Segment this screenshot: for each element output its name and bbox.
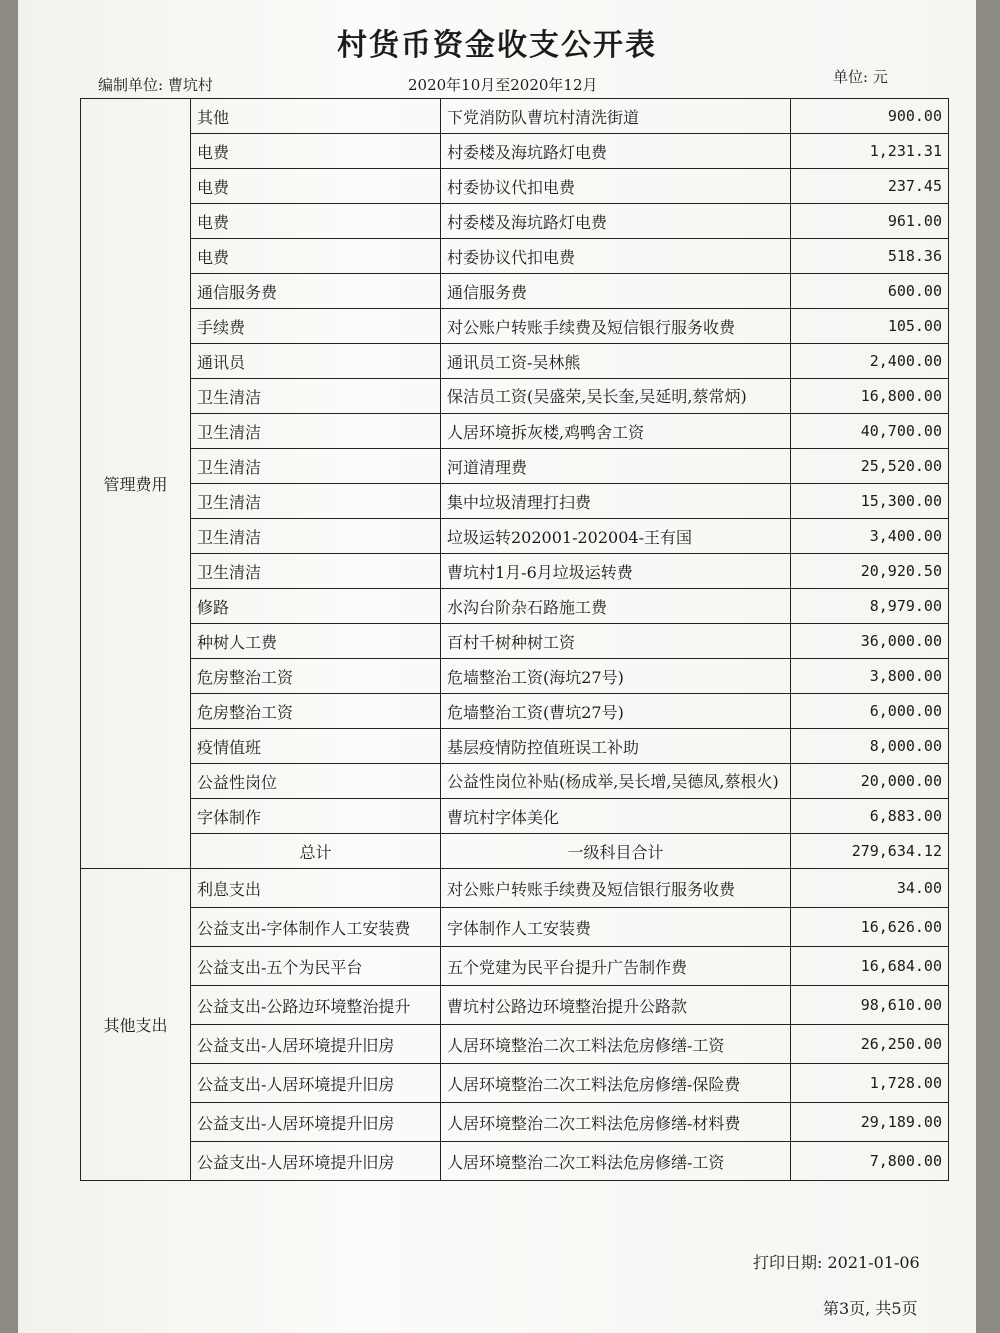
description-cell: 村委协议代扣电费 [441,169,791,204]
amount-cell: 3,800.00 [791,659,949,694]
description-cell: 村委楼及海坑路灯电费 [441,134,791,169]
category-cell: 卫生清洁 [191,414,441,449]
table-row [81,519,949,554]
amount-cell: 15,300.00 [791,484,949,519]
description-cell: 通信服务费 [441,274,791,309]
category-cell: 卫生清洁 [191,379,441,414]
description-cell: 保洁员工资(吴盛荣,吴长奎,吴延明,蔡常炳) [441,379,791,414]
amount-cell: 8,979.00 [791,589,949,624]
amount-cell: 237.45 [791,169,949,204]
category-cell: 通信服务费 [191,274,441,309]
table-row [81,1142,949,1181]
report-period: 2020年10月至2020年12月 [408,76,598,94]
description-cell: 百村千树种树工资 [441,624,791,659]
description-cell: 字体制作人工安装费 [441,908,791,947]
table-row [81,554,949,589]
amount-cell: 8,000.00 [791,729,949,764]
amount-cell: 20,920.50 [791,554,949,589]
description-cell: 集中垃圾清理打扫费 [441,484,791,519]
paper-sheet [18,0,976,1333]
table-row [81,414,949,449]
amount-cell: 36,000.00 [791,624,949,659]
amount-cell: 105.00 [791,309,949,344]
amount-cell: 29,189.00 [791,1103,949,1142]
category-cell: 卫生清洁 [191,554,441,589]
category-cell: 手续费 [191,309,441,344]
description-cell: 对公账户转账手续费及短信银行服务收费 [441,869,791,908]
table-row [81,659,949,694]
category-cell: 公益支出-人居环境提升旧房 [191,1025,441,1064]
description-cell: 基层疫情防控值班误工补助 [441,729,791,764]
amount-cell: 961.00 [791,204,949,239]
group-label: 管理费用 [81,99,191,869]
category-cell: 电费 [191,169,441,204]
amount-cell: 20,000.00 [791,764,949,799]
table-row [81,1025,949,1064]
other-section [81,869,949,1181]
table-row [81,1103,949,1142]
amount-cell: 1,728.00 [791,1064,949,1103]
amount-cell: 40,700.00 [791,414,949,449]
description-cell: 对公账户转账手续费及短信银行服务收费 [441,309,791,344]
table-row [81,274,949,309]
amount-cell: 6,000.00 [791,694,949,729]
description-cell: 人居环境拆灰楼,鸡鸭舍工资 [441,414,791,449]
description-cell: 下党消防队曹坑村清洗街道 [441,99,791,134]
table-row [81,799,949,834]
category-cell: 电费 [191,134,441,169]
currency-unit: 单位: 元 [833,68,888,86]
category-cell: 公益支出-公路边环境整治提升 [191,986,441,1025]
table-row [81,379,949,414]
description-cell: 人居环境整治二次工料法危房修缮-材料费 [441,1103,791,1142]
category-cell: 卫生清洁 [191,519,441,554]
description-cell: 人居环境整治二次工料法危房修缮-保险费 [441,1064,791,1103]
category-cell: 电费 [191,204,441,239]
category-cell: 字体制作 [191,799,441,834]
category-cell: 公益支出-人居环境提升旧房 [191,1103,441,1142]
table-row [81,869,949,908]
table-row [81,1064,949,1103]
table-row [81,729,949,764]
description-cell: 水沟台阶杂石路施工费 [441,589,791,624]
category-cell: 疫情值班 [191,729,441,764]
description-cell: 通讯员工资-吴林熊 [441,344,791,379]
amount-cell: 34.00 [791,869,949,908]
page-title: 村货币资金收支公开表 [337,28,657,63]
description-cell: 人居环境整治二次工料法危房修缮-工资 [441,1142,791,1181]
category-cell: 通讯员 [191,344,441,379]
category-cell: 卫生清洁 [191,484,441,519]
amount-cell: 900.00 [791,99,949,134]
category-cell: 利息支出 [191,869,441,908]
total-description: 一级科目合计 [441,834,791,869]
amount-cell: 6,883.00 [791,799,949,834]
table-row [81,947,949,986]
total-label: 总计 [191,834,441,869]
table-row [81,694,949,729]
description-cell: 垃圾运转202001-202004-王有国 [441,519,791,554]
amount-cell: 25,520.00 [791,449,949,484]
category-cell: 公益性岗位 [191,764,441,799]
category-cell: 其他 [191,99,441,134]
table-row [81,449,949,484]
amount-cell: 16,800.00 [791,379,949,414]
description-cell: 危墙整治工资(海坑27号) [441,659,791,694]
group-label: 其他支出 [81,869,191,1181]
ledger-table [80,98,949,1181]
amount-cell: 16,684.00 [791,947,949,986]
category-cell: 公益支出-人居环境提升旧房 [191,1064,441,1103]
amount-cell: 1,231.31 [791,134,949,169]
table-row [81,764,949,799]
category-cell: 公益支出-五个为民平台 [191,947,441,986]
table-row [81,908,949,947]
category-cell: 公益支出-人居环境提升旧房 [191,1142,441,1181]
category-cell: 修路 [191,589,441,624]
table-row [81,986,949,1025]
amount-cell: 98,610.00 [791,986,949,1025]
category-cell: 卫生清洁 [191,449,441,484]
table-row [81,204,949,239]
description-cell: 五个党建为民平台提升广告制作费 [441,947,791,986]
page-number: 第3页, 共5页 [823,1299,918,1318]
description-cell: 河道清理费 [441,449,791,484]
amount-cell: 518.36 [791,239,949,274]
table-row [81,344,949,379]
amount-cell: 600.00 [791,274,949,309]
description-cell: 曹坑村公路边环境整治提升公路款 [441,986,791,1025]
compiling-unit: 编制单位: 曹坑村 [98,76,213,94]
table-row [81,134,949,169]
table-row [81,484,949,519]
management-section [81,99,949,869]
print-date: 打印日期: 2021-01-06 [753,1253,920,1272]
amount-cell: 16,626.00 [791,908,949,947]
table-row [81,99,949,134]
description-cell: 曹坑村1月-6月垃圾运转费 [441,554,791,589]
table-row [81,309,949,344]
category-cell: 电费 [191,239,441,274]
category-cell: 公益支出-字体制作人工安装费 [191,908,441,947]
description-cell: 曹坑村字体美化 [441,799,791,834]
category-cell: 危房整治工资 [191,694,441,729]
table-row [81,239,949,274]
description-cell: 公益性岗位补贴(杨成举,吴长增,吴德凤,蔡根火) [441,764,791,799]
description-cell: 村委楼及海坑路灯电费 [441,204,791,239]
description-cell: 村委协议代扣电费 [441,239,791,274]
description-cell: 人居环境整治二次工料法危房修缮-工资 [441,1025,791,1064]
amount-cell: 2,400.00 [791,344,949,379]
amount-cell: 26,250.00 [791,1025,949,1064]
category-cell: 种树人工费 [191,624,441,659]
category-cell: 危房整治工资 [191,659,441,694]
table-row [81,169,949,204]
amount-cell: 3,400.00 [791,519,949,554]
amount-cell: 7,800.00 [791,1142,949,1181]
total-row [81,834,949,869]
description-cell: 危墙整治工资(曹坑27号) [441,694,791,729]
table-row [81,589,949,624]
table-row [81,624,949,659]
total-amount: 279,634.12 [791,834,949,869]
